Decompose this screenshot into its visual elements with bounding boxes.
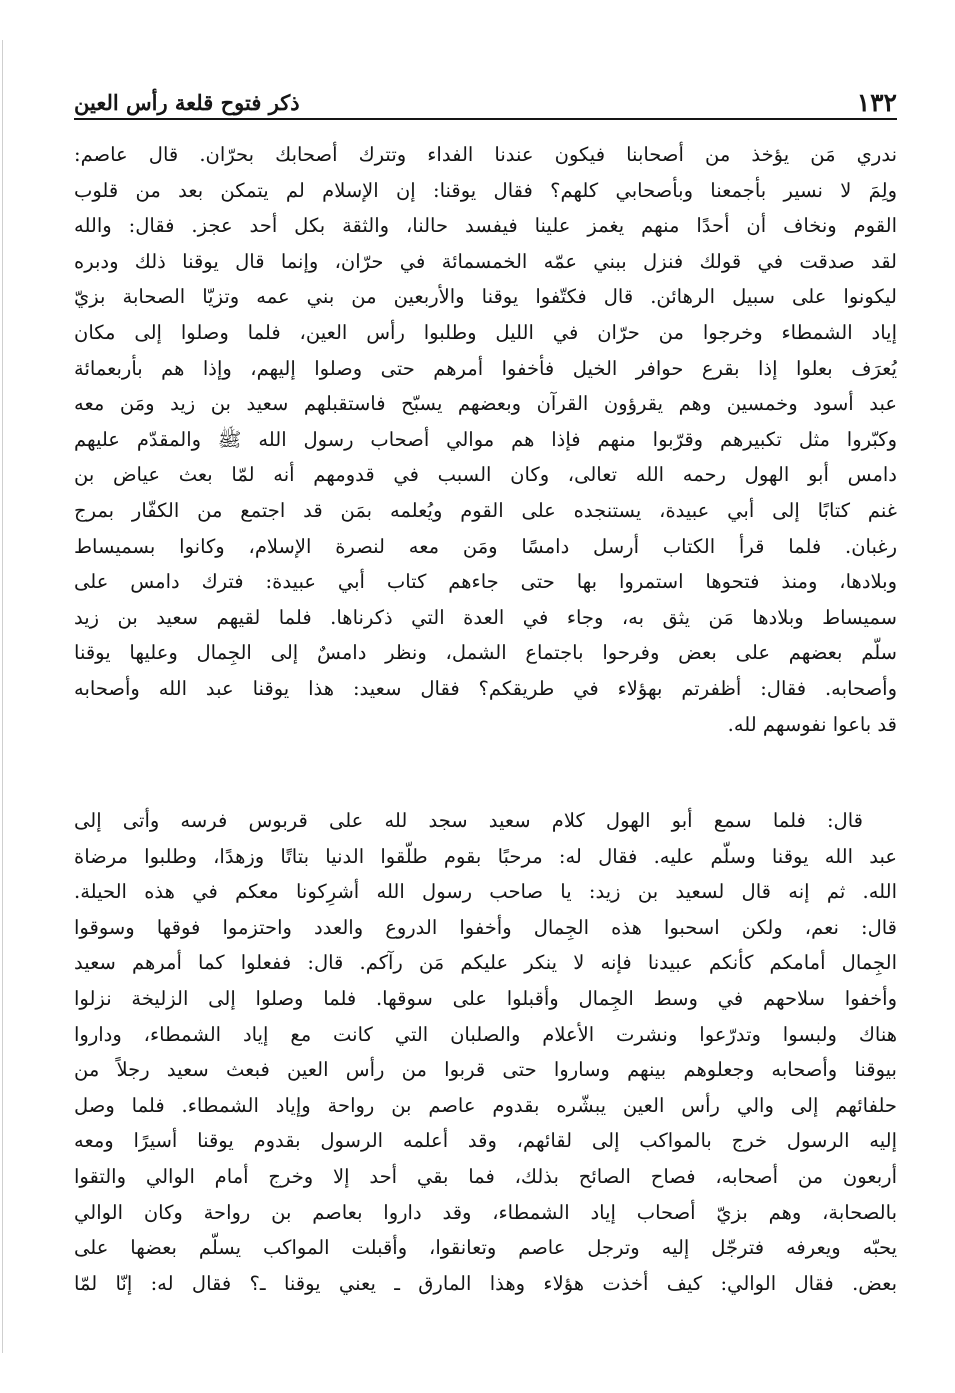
text-line: هناك ولبسوا وتدرّعوا ونشرت الأعلام والصلبان التي كانت مع إياد الشمطاء، وداروا	[74, 1022, 897, 1046]
text-line: بعض. فقال الوالي: كيف أخذت هؤلاء وهذا المارق ـ يعني يوقنا ـ؟ فقال له: إنّا لمّا	[74, 1271, 897, 1295]
paragraph-1	[74, 137, 897, 742]
paragraph-2	[74, 803, 897, 1301]
text-line: إياد الشمطاء وخرجوا من حرّان في الليل وطلبوا رأس العين، فلما وصلوا إلى مكان	[74, 320, 897, 344]
text-line: يحبّه ويعرفه فترجّل إليه وترجل عاصم وتعانقوا، وأقبلت المواكب يسلّم بعضها على	[74, 1236, 897, 1260]
text-line: وبلادها، ومنذ فتحوها استمروا بها حتى جاءهم كتاب أبي عبيدة: فترك دامس على	[74, 570, 897, 594]
text-line: حلفائهم إلى والي رأس العين يبشّره بقدوم عاصم بن رواحة وإياد الشمطاء. فلما وصل	[74, 1093, 897, 1117]
text-line: عبد أسود وخمسين وهم يقرؤون القرآن وبعضهم يسبّح فاستقبلهم سعيد بن زيد ومَن معه	[74, 392, 897, 416]
text-line: إليه الرسول خرج بالمواكب إلى لقائهم، وقد أعلمه الرسول بقدوم يوقنا أسيرًا ومعه	[74, 1129, 897, 1153]
running-title: ذكر فتوح قلعة رأس العين	[74, 90, 300, 115]
text-line: أربعون من أصحابه، فصاح الصائح بذلك، فما بقي أحد إلا وخرج أمام الوالي والتقوا	[74, 1164, 897, 1188]
text-line: لقد صدقت في قولك فنزل ببني عمّه الخمسمائة في حرّان، وإنما قال يوقنا ذلك ودبره	[74, 249, 897, 273]
text-line: سلّم بعضهم على بعض وفرحوا باجتماع الشمل، ونظر دامسٌ إلى الجِمال وعليها يوقنا	[74, 641, 897, 665]
text-line: عبد الله يوقنا وسلّم عليه. فقال له: مرحبًا بقوم طلّقوا الدنيا بتاتًا وزهدًا، وطلبوا مرضاة	[74, 844, 897, 868]
text-line: ولِمَ لا نسير بأجمعنا وبأصحابي كلهم؟ فقال يوقنا: إن الإسلام لم يتمكن بعد من قلوب	[74, 178, 897, 202]
text-line: بيوقنا وأصحابه وجعلوهم بينهم وساروا حتى قربوا من رأس العين فبعث سعيد رجلاً من	[74, 1058, 897, 1082]
text-line: وأصحابه. فقال: أظفرتم بهؤلاء في طريقكم؟ فقال سعيد: هذا يوقنا عبد الله وأصحابه	[74, 676, 897, 700]
text-line: الله. ثم إنه قال لسعيد بن زيد: يا صاحب رسول الله أشرِكونا معكم في هذه الحيلة.	[74, 880, 897, 904]
page-edge-line	[2, 40, 3, 1353]
text-line: غنم كتابًا إلى أبي عبيدة، يستنجده على القوم ويُعلمه بمَن قد اجتمع من الكفّار بمرج	[74, 498, 897, 522]
text-line: قال: نعم، ولكن اسحبوا هذه الجِمال وأخفوا الدروع والعدد واحتزموا فوقها وسوقوا	[74, 915, 897, 939]
page-number: ١٣٢	[856, 88, 897, 117]
text-line: الجِمال أمامكم كأنكم عبيدنا فإنه لا ينكر عليكم مَن رآكم. قال: ففعلوا كما أمرهم سعيد	[74, 951, 897, 975]
text-line: يُعرَف بعلوا إذا بقرع حوافر الخيل فأخفوا أمرهم حتى وصلوا إليهم، وإذا هم بأربعمائة	[74, 356, 897, 380]
text-line: وكبّروا مثل تكبيرهم وقرّبوا منهم فإذا هم موالي أصحاب رسول الله ﷺ والمقدّم عليهم	[74, 427, 897, 451]
text-line: ليكونوا على سبيل الرهائن. قال فكتّفوا يوقنا والأربعين من بني عمه وتزيّا الصحابة بزيّ	[74, 285, 897, 309]
text-line: رغبان. فلما قرأ الكتاب أرسل دامسًا ومَن معه لنصرة الإسلام، وكانوا بسميساط	[74, 534, 897, 558]
text-line: بالصحابة، وهم بزيّ أصحاب إياد الشمطاء، وقد داروا بعاصم بن رواحة وكان الوالي	[74, 1200, 897, 1224]
header-rule	[74, 118, 897, 120]
page-header	[74, 80, 897, 118]
text-line: ندري مَن يؤخذ من أصحابنا فيكون عندنا الفداء وتترك أصحابك بحرّان. قال عاصم:	[74, 143, 897, 166]
text-line: القوم ونخاف أن أحدًا منهم يغمز علينا فيفسد حالنا، والثقة بكل أحد عجز. فقال: والله	[74, 214, 897, 238]
text-line: وأخفوا سلاحهم في وسط الجِمال وأقبلوا على سوقها. فلما وصلوا إلى الزليخة نزلوا	[74, 986, 897, 1010]
text-line: قد باعوا نفوسهم لله.	[727, 712, 897, 736]
text-line: سميساط وبلادها مَن يثق به، وجاء في العدة التي ذكرناها. فلما لقيهم سعيد بن زيد	[74, 605, 897, 629]
text-line: قال: فلما سمع أبو الهول كلام سعيد سجد لله على قربوس فرسه وأتى إلى	[74, 809, 863, 832]
text-line: دامس أبو الهول رحمه الله تعالى، وكان السبب في قدومهم أنه لمّا بعث عياض بن	[74, 463, 897, 487]
